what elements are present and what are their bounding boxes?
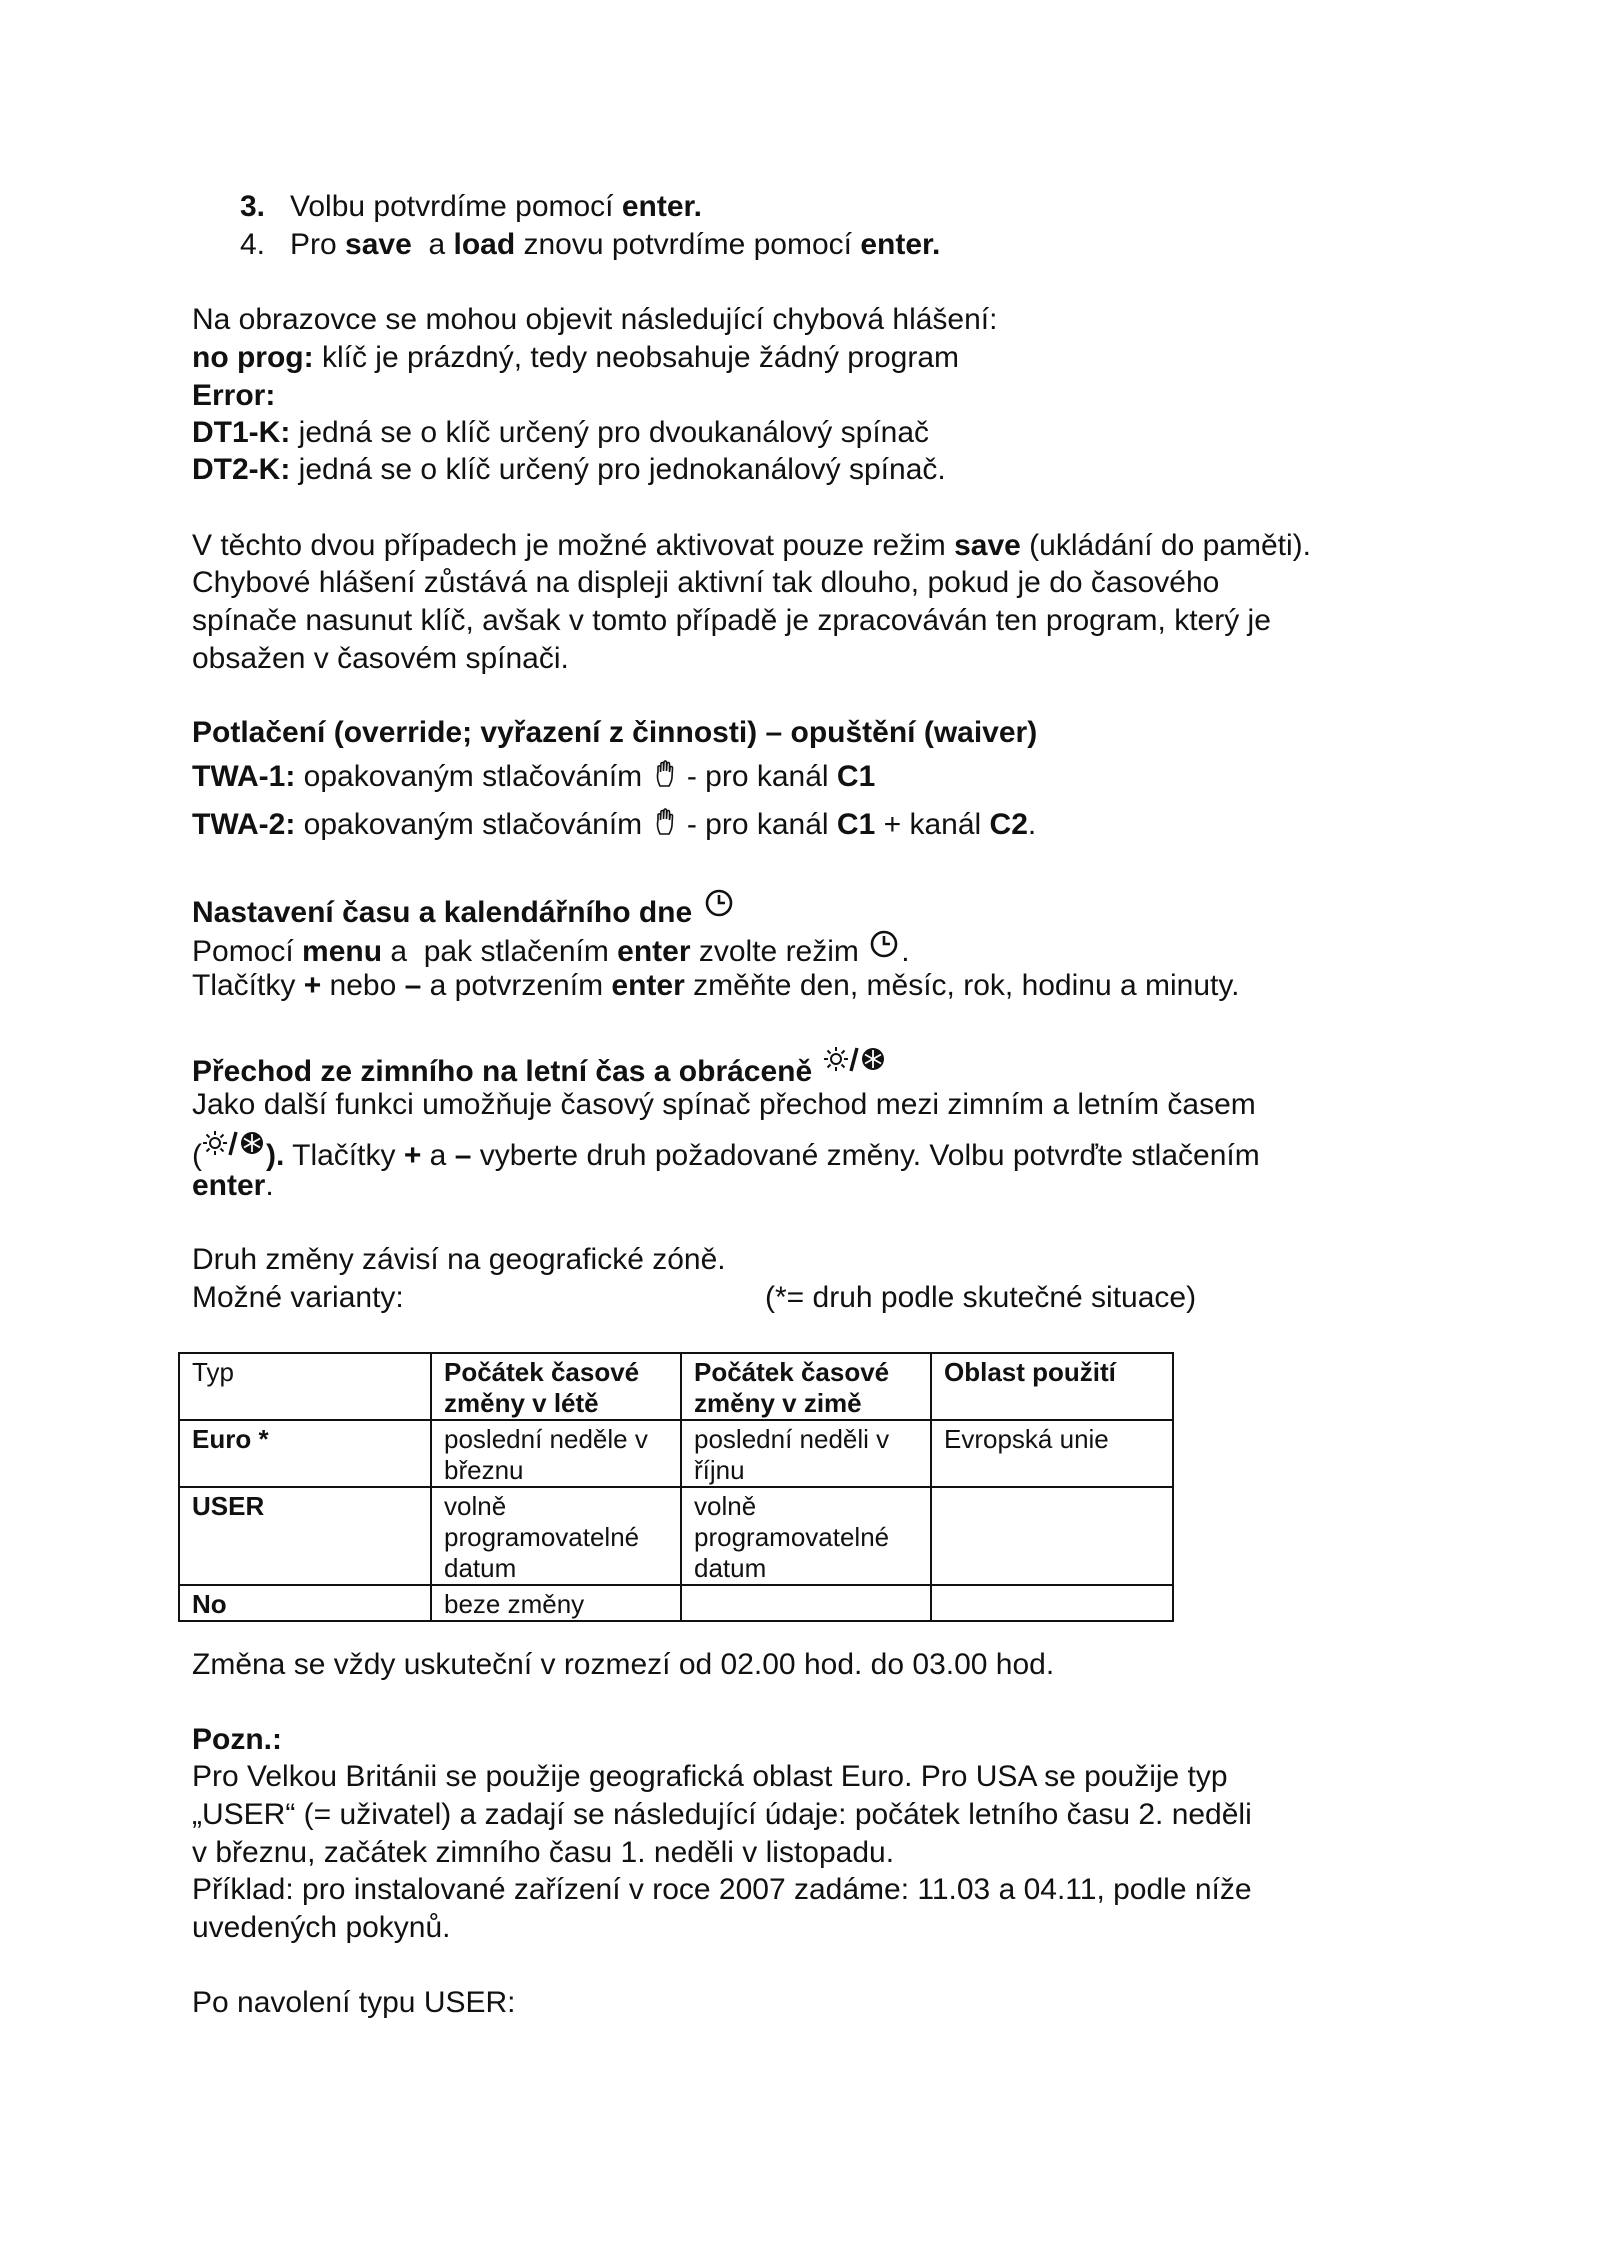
para1-line1: V těchto dvou případech je možné aktivovat pouze režim save (ukládání do paměti).: [192, 529, 1311, 562]
final-line: Po navolení typu USER:: [192, 1986, 516, 2019]
error-dt2: DT2-K: jedná se o klíč určený pro jednokanálový spínač.: [192, 453, 946, 486]
para1-line3: spínače nasunut klíč, avšak v tomto případě je zpracováván ten program, který je: [192, 604, 1271, 637]
para1-line2: Chybové hlášení zůstává na displeji aktivní tak dlouho, pokud je do časového: [192, 566, 1220, 599]
table-cell: beze změny: [431, 1585, 681, 1621]
dst-heading: Přechod ze zimního na letní čas a obráceně: [192, 1045, 890, 1090]
note-label: Pozn.:: [192, 1723, 282, 1756]
table-cell: No: [179, 1585, 431, 1621]
twa2-line: TWA-2: opakovaným stlačováním - pro kanál C1 + kanál C2.: [192, 808, 1037, 841]
table-cell: poslední neděle v březnu: [431, 1420, 681, 1487]
dst-line5: Možné varianty: (*= druh podle skutečné situace): [192, 1281, 1197, 1314]
sun-snowflake-icon: [203, 1129, 265, 1159]
table-header-cell: Počátek časové změny v létě: [431, 1353, 681, 1420]
table-cell: USER: [179, 1487, 431, 1585]
table-cell: volně programovatelné datum: [681, 1487, 931, 1585]
time-heading: Nastavení času a kalendářního dne: [192, 888, 738, 931]
change-line: Změna se vždy uskuteční v rozmezí od 02.00 hod. do 03.00 hod.: [192, 1648, 1055, 1681]
table-row: [179, 1487, 1173, 1585]
table-cell: [931, 1585, 1173, 1621]
table-cell: [931, 1487, 1173, 1585]
table-header-cell: Počátek časové změny v zimě: [681, 1353, 931, 1420]
note-line5: uvedených pokynů.: [192, 1911, 451, 1944]
note-line3: v březnu, začátek zimního času 1. neděli v listopadu.: [192, 1836, 895, 1869]
table-cell: volně programovatelné datum: [431, 1487, 681, 1585]
table-cell: Euro *: [179, 1420, 431, 1487]
error-no-prog: no prog: klíč je prázdný, tedy neobsahuje žádný program: [192, 341, 960, 374]
clock-icon: [704, 888, 734, 918]
errors-intro: Na obrazovce se mohou objevit následující chybová hlášení:: [192, 303, 998, 336]
dst-line2: ( ). Tlačítky + a – vyberte druh požadované změny. Volbu potvrďte stlačením: [192, 1129, 1260, 1174]
step-4: 4. Pro save a load znovu potvrdíme pomocí enter.: [240, 228, 941, 261]
table-cell: poslední neděli v říjnu: [681, 1420, 931, 1487]
table-cell: Evropská unie: [931, 1420, 1173, 1487]
note-line4: Příklad: pro instalované zařízení v roce 2007 zadáme: 11.03 a 04.11, podle níže: [192, 1873, 1252, 1906]
time-line2: Tlačítky + nebo – a potvrzením enter změňte den, měsíc, rok, hodinu a minuty.: [192, 969, 1240, 1002]
hand-icon: [655, 808, 675, 836]
table-row: [179, 1420, 1173, 1487]
dst-table: [178, 1352, 1174, 1622]
error-label: Error:: [192, 379, 276, 412]
error-dt1: DT1-K: jedná se o klíč určený pro dvoukanálový spínač: [192, 416, 930, 449]
table-row: [179, 1585, 1173, 1621]
twa1-line: TWA-1: opakovaným stlačováním - pro kanál C1: [192, 760, 876, 793]
hand-icon: [655, 760, 675, 788]
note-line1: Pro Velkou Británii se použije geografická oblast Euro. Pro USA se použije typ: [192, 1760, 1228, 1793]
step-3: 3. Volbu potvrdíme pomocí enter.: [240, 190, 702, 223]
clock-icon: [869, 929, 899, 959]
table-header-cell: Typ: [179, 1353, 431, 1420]
note-line2: „USER“ (= uživatel) a zadají se následující údaje: počátek letního času 2. neděli: [192, 1798, 1252, 1831]
table-header-row: [179, 1353, 1173, 1420]
sun-snowflake-icon: [824, 1045, 886, 1075]
table-cell: [681, 1585, 931, 1621]
dst-line3: enter.: [192, 1169, 274, 1202]
override-heading: Potlačení (override; vyřazení z činnosti) – opuštění (waiver): [192, 716, 1038, 749]
time-line1: Pomocí menu a pak stlačením enter zvolte režim .: [192, 929, 910, 970]
dst-line1: Jako další funkci umožňuje časový spínač přechod mezi zimním a letním časem: [192, 1088, 1256, 1121]
dst-line4: Druh změny závisí na geografické zóně.: [192, 1243, 726, 1276]
para1-line4: obsažen v časovém spínači.: [192, 642, 569, 675]
table-header-cell: Oblast použití: [931, 1353, 1173, 1420]
